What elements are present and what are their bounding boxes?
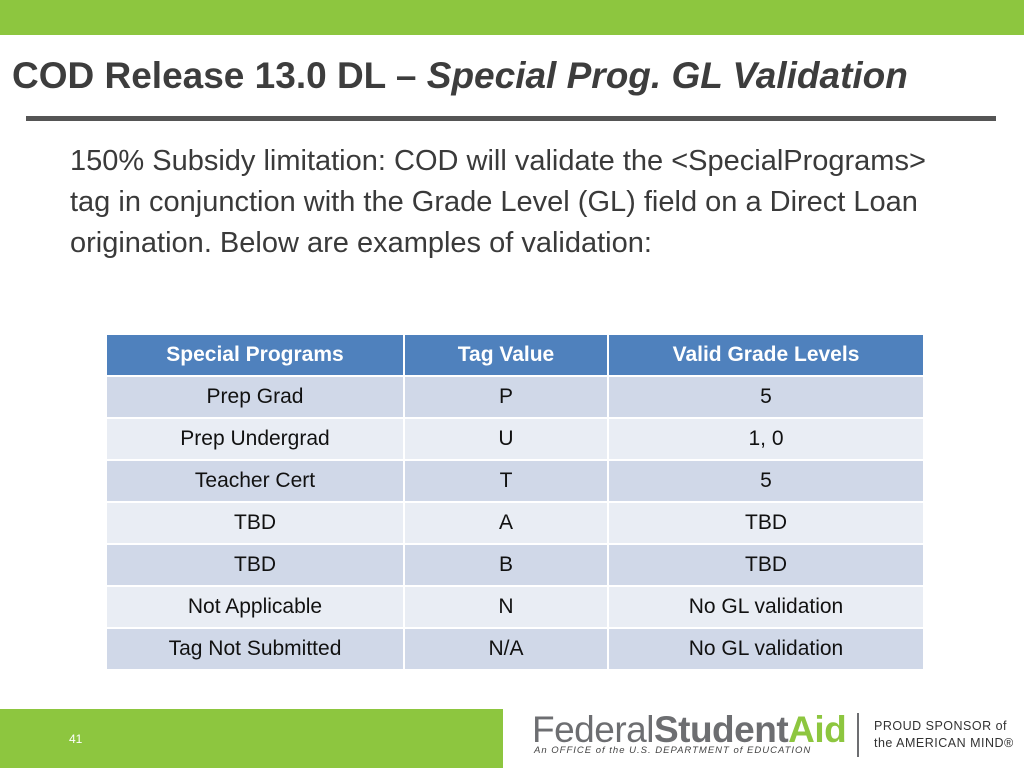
body-paragraph: 150% Subsidy limitation: COD will validate the <SpecialPrograms> tag in conjunction with the Grade Level (GL) field on a Direct Loan origination. Below are examples of validation: — [70, 145, 926, 259]
column-header-valid-grade-levels: Valid Grade Levels — [608, 334, 924, 376]
title-underline-rule — [26, 116, 996, 121]
logo-divider — [857, 713, 859, 757]
sponsor-tagline — [874, 718, 1014, 752]
cell-special-program: TBD — [106, 544, 404, 586]
cell-special-program: Not Applicable — [106, 586, 404, 628]
cell-tag-value: T — [404, 460, 608, 502]
column-header-special-programs: Special Programs — [106, 334, 404, 376]
logo-aid: Aid — [788, 709, 847, 750]
cell-valid-grade-levels: No GL validation — [608, 586, 924, 628]
table-row — [106, 586, 924, 628]
cell-tag-value: P — [404, 376, 608, 418]
slide-title — [12, 54, 908, 98]
cell-tag-value: A — [404, 502, 608, 544]
cell-valid-grade-levels: 1, 0 — [608, 418, 924, 460]
table-header-row — [106, 334, 924, 376]
sponsor-line-2: the AMERICAN MIND® — [874, 736, 1014, 750]
cell-special-program: TBD — [106, 502, 404, 544]
federal-student-aid-logo — [532, 709, 852, 768]
cell-tag-value: N — [404, 586, 608, 628]
table-row — [106, 418, 924, 460]
cell-special-program: Prep Grad — [106, 376, 404, 418]
cell-special-program: Teacher Cert — [106, 460, 404, 502]
cell-tag-value: B — [404, 544, 608, 586]
cell-valid-grade-levels: 5 — [608, 376, 924, 418]
validation-table — [105, 333, 925, 671]
slide-title-italic: Special Prog. GL Validation — [426, 55, 908, 96]
cell-valid-grade-levels: TBD — [608, 502, 924, 544]
table-row — [106, 628, 924, 670]
logo-student: Student — [653, 709, 789, 750]
slide-title-main: COD Release 13.0 DL – — [12, 55, 427, 96]
cell-tag-value: N/A — [404, 628, 608, 670]
sponsor-line-1: PROUD SPONSOR of — [874, 719, 1008, 733]
cell-tag-value: U — [404, 418, 608, 460]
cell-valid-grade-levels: No GL validation — [608, 628, 924, 670]
logo-federal: Federal — [532, 709, 654, 750]
cell-valid-grade-levels: 5 — [608, 460, 924, 502]
cell-special-program: Prep Undergrad — [106, 418, 404, 460]
table-row — [106, 460, 924, 502]
logo-subline: An OFFICE of the U.S. DEPARTMENT of EDUCATION — [534, 745, 812, 756]
top-accent-bar — [0, 0, 1024, 35]
table-row — [106, 376, 924, 418]
column-header-tag-value: Tag Value — [404, 334, 608, 376]
table-row — [106, 544, 924, 586]
table-row — [106, 502, 924, 544]
cell-valid-grade-levels: TBD — [608, 544, 924, 586]
slide-number: 41 — [69, 732, 83, 746]
cell-special-program: Tag Not Submitted — [106, 628, 404, 670]
